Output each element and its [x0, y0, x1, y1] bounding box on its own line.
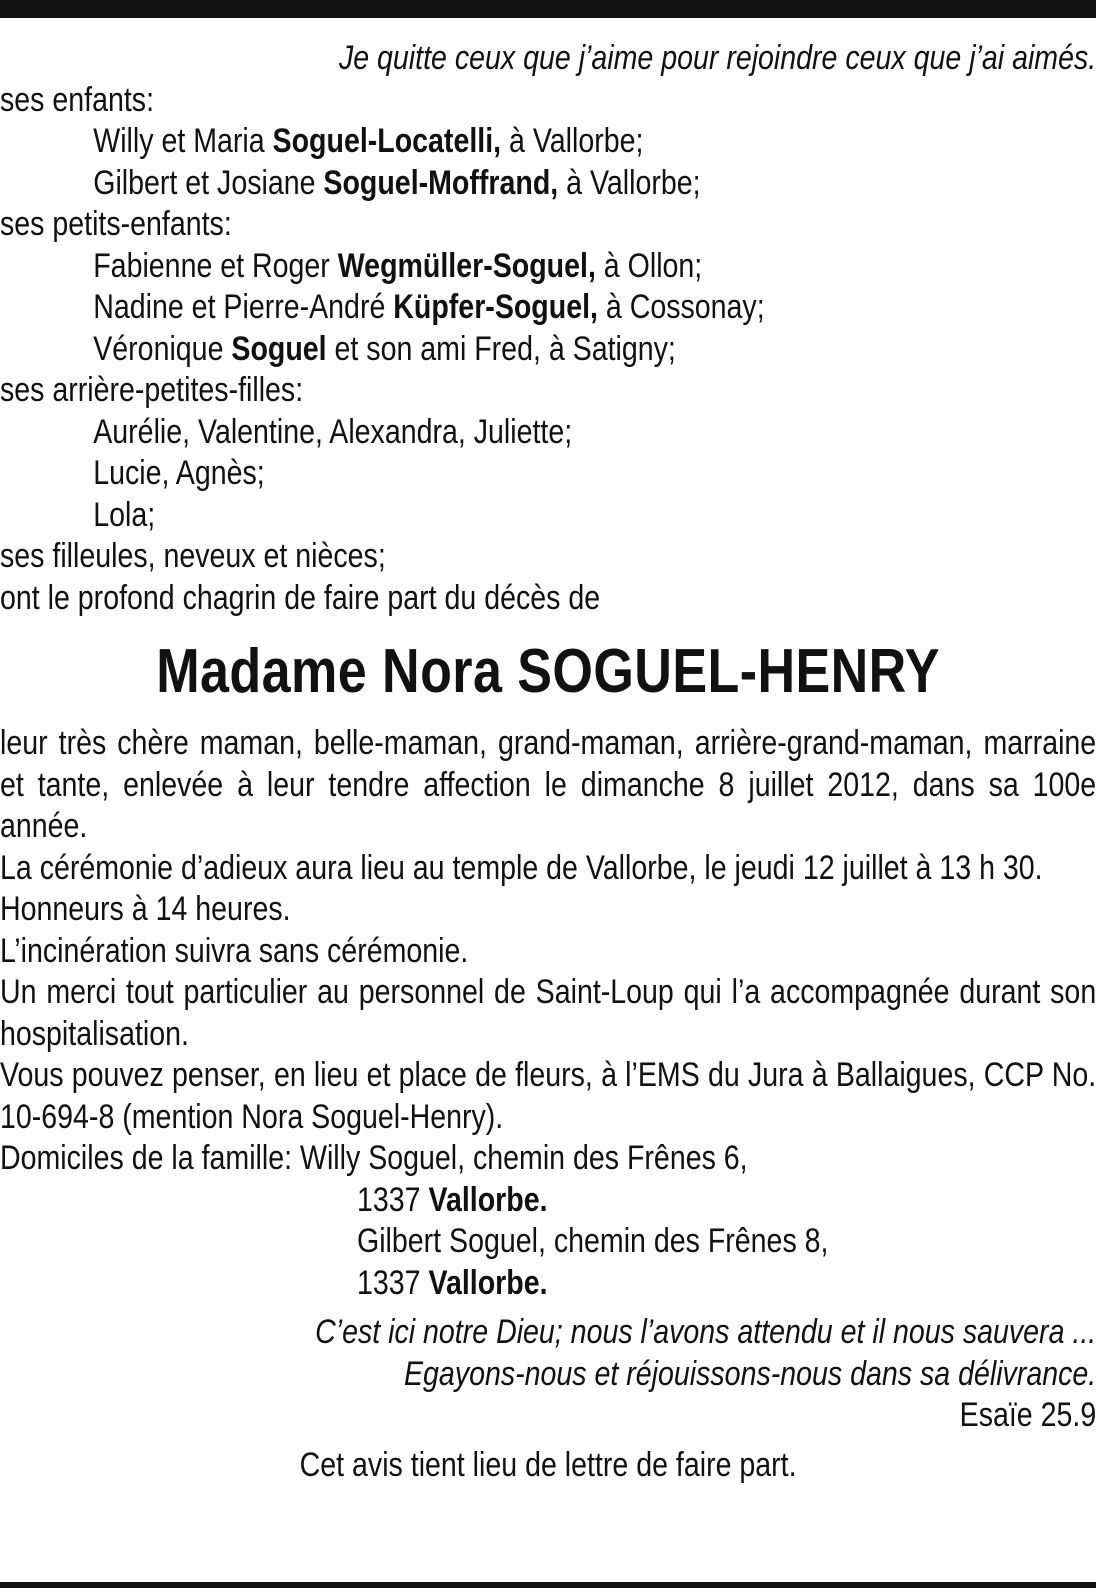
domicile-address: Gilbert Soguel, chemin des Frênes 8,	[357, 1222, 829, 1260]
great-grandchild-entry: Lola;	[93, 495, 156, 534]
cremation-line: L’incinération suivra sans cérémonie.	[0, 931, 469, 970]
grandchildren-label: ses petits-enfants:	[0, 205, 232, 243]
grandchild-entry: Nadine et Pierre-André Küpfer-Soguel, à Cossonay;	[93, 288, 765, 326]
great-grandchild-entry: Aurélie, Valentine, Alexandra, Juliette;	[93, 412, 573, 451]
scripture-line: Egayons-nous et réjouissons-nous dans sa délivrance.	[404, 1354, 1097, 1393]
domicile-city: 1337 Vallorbe.	[357, 1180, 548, 1219]
bottom-rule	[0, 1582, 1096, 1588]
footer-note: Cet avis tient lieu de lettre de faire part.	[299, 1445, 797, 1484]
domiciles-first	[0, 1138, 1096, 1180]
children-label: ses enfants:	[0, 80, 155, 119]
obituary-notice	[0, 38, 1096, 1486]
domicile-address: Willy Soguel, chemin des Frênes 6,	[299, 1139, 748, 1177]
great-grandchild-entry: Lucie, Agnès;	[93, 454, 265, 492]
other-relatives: ses filleules, neveux et nièces;	[0, 537, 386, 575]
description-paragraph: leur très chère maman, belle-maman, grand-maman, arrière-grand-maman, marraine et tante, enlevée à leur tendre affection le dimanche 8 juillet 2012, dans sa 100e année.	[0, 724, 1097, 845]
top-rule	[0, 0, 1096, 18]
honours-line: Honneurs à 14 heures.	[0, 890, 291, 928]
great-grandchildren-label: ses arrière-petites-filles:	[0, 371, 304, 409]
child-entry: Willy et Maria Soguel-Locatelli, à Vallorbe;	[93, 122, 644, 160]
grandchild-entry: Fabienne et Roger Wegmüller-Soguel, à Ollon;	[93, 246, 703, 285]
grandchild-entry: Véronique Soguel et son ami Fred, à Satigny;	[93, 329, 676, 368]
ceremony-paragraph: La cérémonie d’adieux aura lieu au temple de Vallorbe, le jeudi 12 juillet à 13 h 30.	[0, 848, 1043, 887]
announcement: ont le profond chagrin de faire part du décès de	[0, 578, 601, 617]
domicile-city: 1337 Vallorbe.	[357, 1263, 548, 1302]
epigraph: Je quitte ceux que j’aime pour rejoindre ceux que j’ai aimés.	[338, 39, 1097, 77]
thanks-paragraph: Un merci tout particulier au personnel de Saint-Loup qui l’a accompagnée durant son hospitalisation.	[0, 973, 1097, 1053]
child-entry: Gilbert et Josiane Soguel-Moffrand, à Vallorbe;	[93, 163, 701, 202]
scripture-line: C’est ici notre Dieu; nous l’avons attendu et il nous sauvera ...	[315, 1313, 1097, 1351]
domiciles-label: Domiciles de la famille:	[0, 1139, 300, 1177]
donation-paragraph: Vous pouvez penser, en lieu et place de fleurs, à l’EMS du Jura à Ballaigues, CCP No. 10-694-8 (mention Nora Soguel-Henry).	[0, 1056, 1097, 1136]
scripture-reference: Esaïe 25.9	[959, 1396, 1097, 1434]
deceased-name: Madame Nora SOGUEL-HENRY	[156, 637, 940, 706]
